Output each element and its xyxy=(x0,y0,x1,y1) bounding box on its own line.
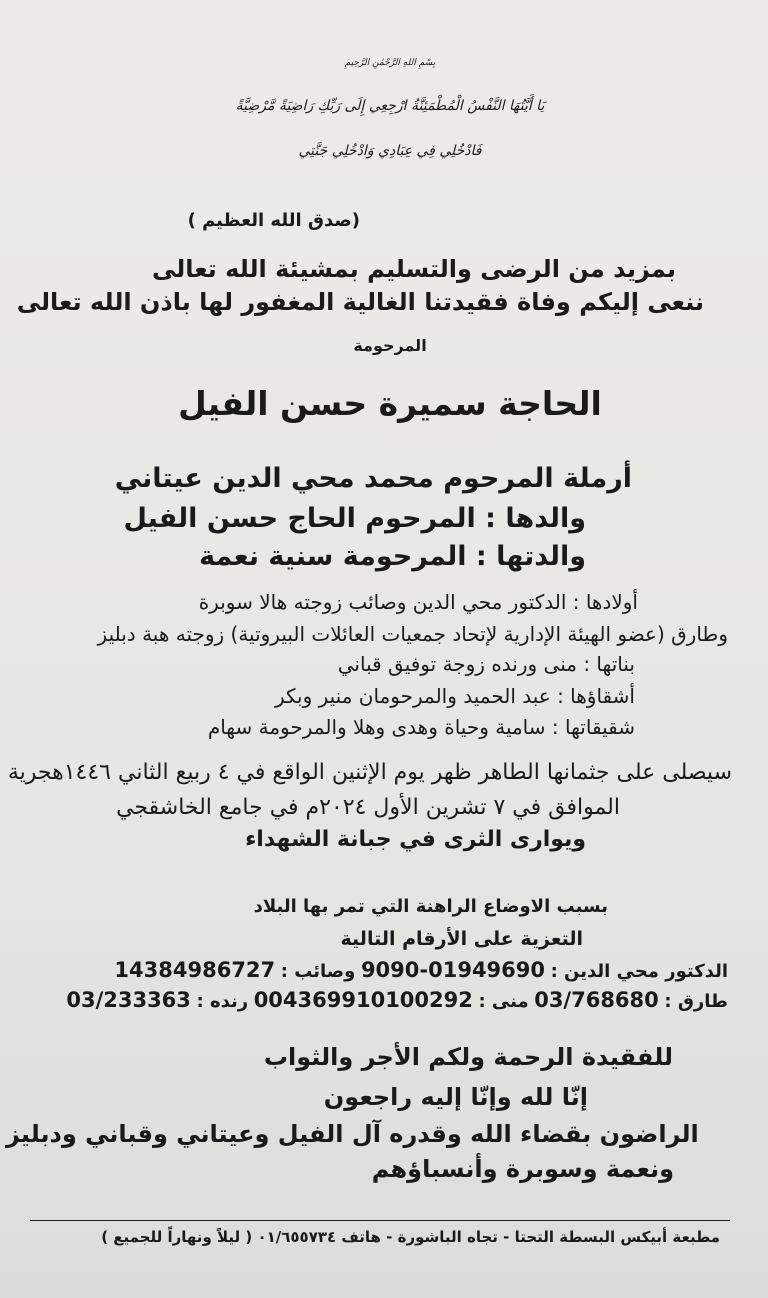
family-sons: أولادها : الدكتور محي الدين وصائب زوجته هالا سوبرة xyxy=(198,590,638,614)
phone-label: منى : xyxy=(478,991,529,1012)
phone-row-2 xyxy=(66,988,728,1012)
family-brothers: أشقاؤها : عبد الحميد والمرحومان منير وبكر xyxy=(274,684,635,708)
phone-number: 004369910100292 xyxy=(253,988,473,1012)
quran-verse-line-1: يَا أَيَّتُهَا النَّفْسُ الْمُطْمَئِنَّةُ ارْجِعِي إِلَى رَبِّكِ رَاضِيَةً مَّرْضِيَّةً xyxy=(235,98,545,114)
deceased-label: المرحومة xyxy=(353,336,427,355)
intro-line-1: بمزيد من الرضى والتسليم بمشيئة الله تعالى xyxy=(151,255,676,283)
condolence-numbers-heading: التعزية على الأرقام التالية xyxy=(340,928,583,950)
funeral-line-1: سيصلى على جثمانها الطاهر ظهر يوم الإثنين الواقع في ٤ ربيع الثاني ١٤٤٦هجرية xyxy=(7,760,732,785)
footer-divider xyxy=(30,1220,730,1221)
family-sisters: شقيقاتها : سامية وحياة وهدى وهلا والمرحومة سهام xyxy=(207,715,635,739)
funeral-line-3: ويوارى الثرى في جبانة الشهداء xyxy=(245,827,586,852)
basmala: بِسْمِ اللهِ الرَّحْمٰنِ الرَّحِيمِ xyxy=(344,58,436,68)
phone-label: رنده : xyxy=(196,991,249,1012)
phone-number: 03/233363 xyxy=(66,988,191,1012)
father: والدها : المرحوم الحاج حسن الفيل xyxy=(123,503,586,534)
funeral-line-2: الموافق في ٧ تشرين الأول ٢٠٢٤م في جامع الخاشقجي xyxy=(116,795,620,820)
family-daughters: بناتها : منى ورنده زوجة توفيق قباني xyxy=(337,652,635,676)
closing-line-2: إنّا لله وإنّا إليه راجعون xyxy=(323,1083,588,1111)
family-sons-cont: وطارق (عضو الهيئة الإدارية لإتحاد جمعيات العائلات البيروتية) زوجته هبة دبليز xyxy=(97,622,728,646)
closing-line-4: ونعمة وسوبرة وأنسباؤهم xyxy=(371,1155,674,1183)
phone-label: وصائب : xyxy=(280,961,356,982)
sadaqa-allah: (صدق الله العظيم ) xyxy=(187,210,360,231)
phone-label: الدكتور محي الدين : xyxy=(550,961,728,982)
phone-number: 14384986727 xyxy=(114,958,276,982)
widow-of: أرملة المرحوم محمد محي الدين عيتاني xyxy=(114,463,632,494)
phone-number: 01949690-9090 xyxy=(360,958,546,982)
deceased-name: الحاجة سميرة حسن الفيل xyxy=(178,384,602,423)
mother: والدتها : المرحومة سنية نعمة xyxy=(199,541,586,572)
phone-row-1 xyxy=(114,958,728,982)
quran-verse-line-2: فَادْخُلِي فِي عِبَادِي وَادْخُلِي جَنَّتِي xyxy=(298,143,482,159)
intro-line-2: ننعى إليكم وفاة فقيدتنا الغالية المغفور لها باذن الله تعالى xyxy=(16,288,704,316)
printer-footer: مطبعة أبيكس البسطة التحتا - تجاه الباشورة - هاتف ٠١/٦٥٥٧٣٤ ( ليلاً ونهاراً للجميع ) xyxy=(101,1228,720,1246)
closing-line-3: الراضون بقضاء الله وقدره آل الفيل وعيتاني وقباني ودبليز xyxy=(6,1120,699,1148)
closing-line-1: للفقيدة الرحمة ولكم الأجر والثواب xyxy=(263,1043,673,1071)
phone-label: طارق : xyxy=(664,991,728,1012)
phone-number: 03/768680 xyxy=(534,988,659,1012)
condolence-note: بسبب الاوضاع الراهنة التي تمر بها البلاد xyxy=(253,896,608,917)
